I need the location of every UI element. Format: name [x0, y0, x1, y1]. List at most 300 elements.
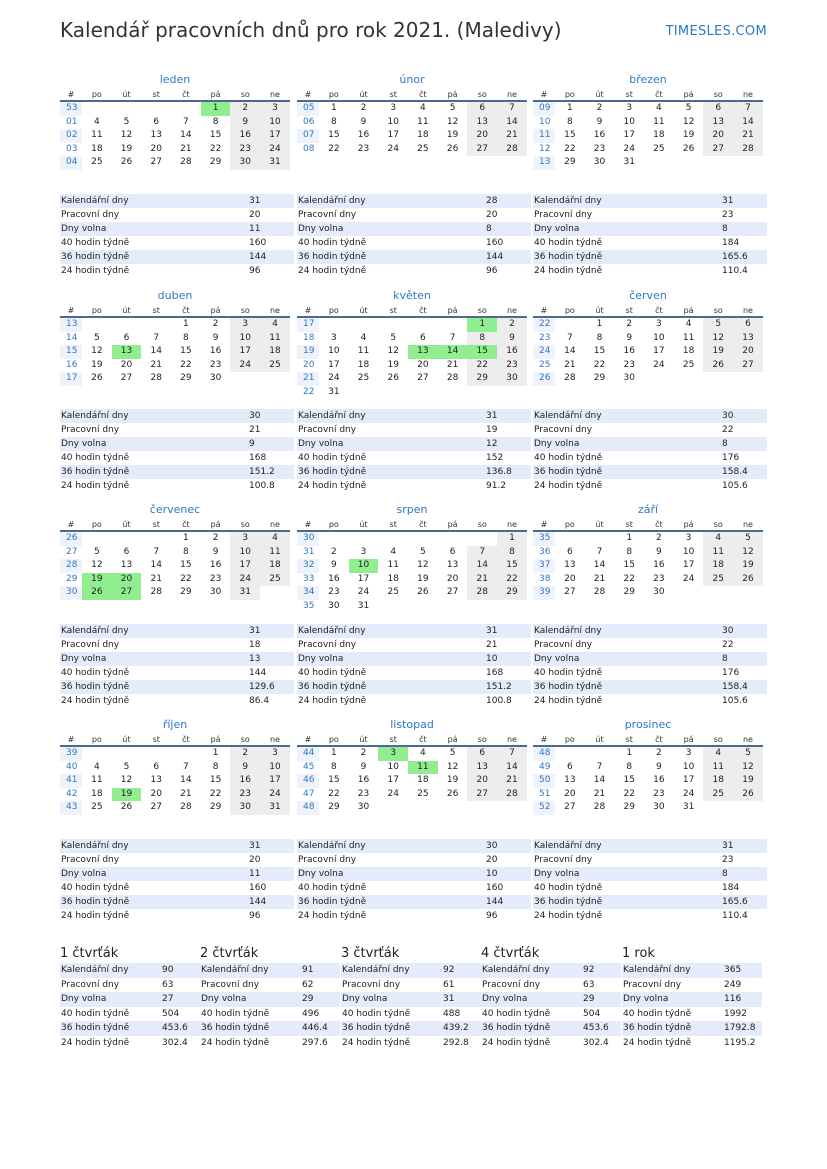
day-cell: 16: [653, 775, 665, 786]
weekday-label: čt: [419, 735, 427, 744]
day-cell: 3: [330, 332, 337, 343]
day-cell: 4: [93, 116, 100, 127]
day-cell: 9: [230, 116, 260, 130]
stat-value: 1195.2: [724, 1037, 756, 1048]
stat-value: 22: [722, 425, 734, 435]
day-cell: [733, 156, 763, 170]
week-number-header: #: [67, 735, 75, 744]
day-cell: 29: [593, 373, 606, 384]
week-row: [297, 573, 527, 587]
day-cell: 22: [209, 788, 222, 799]
stat-value: 176: [722, 668, 740, 678]
week-row: [533, 801, 763, 815]
stat-label: Pracovní dny: [482, 979, 541, 990]
stat-label: 36 hodin týdně: [623, 1023, 692, 1034]
day-cell: 7: [153, 332, 160, 343]
week-number-header: #: [304, 520, 312, 529]
day-cell: 19: [733, 774, 763, 788]
day-cell: 23: [230, 143, 260, 157]
day-cell: 28: [733, 143, 763, 157]
weekday-label: út: [359, 90, 368, 99]
stat-label: Kalendářní dny: [298, 411, 366, 421]
stat-value: 144: [486, 897, 504, 907]
day-cell: 3: [390, 103, 397, 113]
week-row: [533, 761, 763, 775]
week-number: 15: [60, 345, 82, 359]
stat-value: 152: [486, 453, 504, 463]
day-cell: 25: [260, 359, 290, 373]
day-cell: [378, 386, 408, 400]
day-cell: 24: [623, 143, 635, 154]
stat-value: 11: [249, 869, 261, 879]
stat-row: [60, 895, 294, 909]
holiday-day: 10: [349, 559, 379, 573]
stat-value: 31: [486, 411, 498, 421]
week-number: 22: [533, 318, 555, 332]
weekday-header: [533, 304, 763, 318]
day-cell: 2: [497, 318, 527, 332]
day-cell: 8: [626, 761, 633, 772]
stat-value: 20: [249, 210, 261, 220]
stat-label: Pracovní dny: [298, 210, 357, 220]
week-number: 53: [60, 102, 82, 116]
stat-label: 24 hodin týdně: [534, 266, 603, 276]
stat-value: 116: [724, 994, 742, 1005]
day-cell: 12: [120, 130, 133, 141]
stat-value: 136.8: [486, 467, 512, 477]
week-number: 30: [297, 532, 319, 546]
week-row: [297, 345, 527, 359]
stat-value: 176: [722, 453, 740, 463]
stat-value: 21: [249, 425, 261, 435]
weekday-label: po: [91, 735, 102, 744]
stat-value: 184: [722, 883, 740, 893]
stat-row: [60, 236, 294, 250]
holiday-day: 19: [82, 573, 112, 587]
stat-row: [533, 451, 767, 465]
day-cell: [674, 586, 704, 600]
stat-row: [341, 1021, 481, 1036]
stat-row: [297, 222, 531, 236]
stat-label: Pracovní dny: [61, 425, 120, 435]
day-cell: [408, 801, 438, 815]
stat-row: [533, 409, 767, 423]
holiday-day: 1: [201, 102, 231, 116]
stat-row: [533, 881, 767, 895]
stat-row: [60, 853, 294, 867]
week-number: 24: [533, 345, 555, 359]
day-cell: [674, 156, 704, 170]
stat-label: 36 hodin týdně: [534, 682, 603, 692]
weekday-label: pá: [210, 90, 221, 99]
weekday-label: po: [328, 306, 339, 315]
day-cell: 16: [328, 573, 340, 584]
day-cell: 8: [212, 116, 219, 127]
week-number: 12: [539, 143, 551, 154]
stat-label: 36 hodin týdně: [298, 252, 367, 262]
day-cell: [555, 747, 585, 761]
stat-label: 40 hodin týdně: [534, 453, 603, 463]
day-cell: 27: [564, 587, 576, 598]
day-cell: 22: [623, 573, 635, 584]
stat-label: Kalendářní dny: [623, 965, 691, 975]
stat-label: 40 hodin týdně: [61, 238, 130, 248]
stat-label: Kalendářní dny: [298, 841, 366, 851]
stat-value: 1992: [724, 1008, 747, 1019]
day-cell: 10: [682, 761, 695, 772]
brand-link[interactable]: TIMESLES.COM: [665, 24, 767, 39]
day-cell: 9: [230, 761, 260, 775]
month-calendar: [297, 72, 527, 156]
stat-label: Dny volna: [482, 994, 528, 1005]
day-cell: 19: [733, 559, 763, 573]
day-cell: 7: [467, 546, 497, 560]
week-number: 27: [66, 546, 78, 557]
day-cell: 13: [733, 332, 763, 346]
stat-value: 110.4: [722, 911, 748, 921]
day-cell: 9: [360, 761, 367, 772]
week-number: 07: [297, 129, 319, 143]
holiday-day: 26: [82, 586, 112, 600]
week-number: 49: [539, 761, 551, 772]
stat-value: 92: [443, 965, 455, 975]
stat-label: 24 hodin týdně: [534, 911, 603, 921]
stat-row: [533, 638, 767, 652]
week-number: 50: [533, 774, 555, 788]
day-cell: [467, 600, 497, 614]
day-cell: 8: [183, 332, 189, 343]
stat-label: Kalendářní dny: [482, 965, 550, 975]
stat-value: 105.6: [722, 696, 748, 706]
stat-label: Dny volna: [623, 994, 669, 1005]
stat-row: [60, 839, 294, 853]
stat-row: [341, 963, 481, 978]
week-row: [60, 801, 290, 815]
weekday-label: po: [328, 520, 339, 529]
day-cell: 10: [387, 761, 399, 772]
day-cell: 7: [183, 761, 189, 772]
day-cell: [467, 386, 497, 400]
stat-label: 40 hodin týdně: [61, 1008, 130, 1019]
stat-value: 184: [722, 238, 740, 248]
day-cell: [733, 586, 763, 600]
day-cell: 8: [596, 332, 603, 343]
stat-label: Dny volna: [298, 869, 344, 879]
stat-label: 36 hodin týdně: [61, 897, 130, 907]
weekday-label: st: [389, 90, 397, 99]
day-cell: 22: [180, 573, 192, 584]
stat-row: [297, 909, 531, 923]
stat-row: [622, 992, 762, 1007]
stat-row: [533, 867, 767, 881]
stat-row: [622, 1021, 762, 1036]
stat-label: Kalendářní dny: [201, 965, 269, 975]
stat-label: Dny volna: [201, 994, 247, 1005]
day-cell: 9: [212, 332, 219, 343]
weekday-label: ne: [742, 306, 753, 315]
week-number: 02: [60, 129, 82, 143]
weekday-label: so: [477, 735, 487, 744]
week-row: [297, 332, 527, 346]
day-cell: 5: [703, 318, 733, 332]
weekday-label: čt: [655, 90, 663, 99]
day-cell: 3: [230, 532, 260, 546]
day-cell: 19: [387, 359, 399, 370]
stat-row: [341, 978, 481, 993]
stat-row: [533, 652, 767, 666]
day-cell: 3: [260, 747, 290, 761]
week-row: [60, 143, 290, 157]
day-cell: 23: [357, 143, 370, 154]
day-cell: 13: [467, 116, 497, 130]
month-name: listopad: [390, 718, 434, 731]
day-cell: [349, 532, 379, 546]
weekday-label: pá: [683, 520, 694, 529]
week-number: 39: [60, 747, 82, 761]
day-cell: 10: [682, 546, 695, 557]
stat-row: [622, 963, 762, 978]
week-number: 33: [303, 573, 315, 584]
day-cell: 8: [212, 761, 219, 772]
stat-label: Kalendářní dny: [342, 965, 410, 975]
day-cell: [703, 372, 733, 386]
weekday-label: út: [122, 306, 131, 315]
stat-value: 96: [486, 911, 498, 921]
month-name: květen: [393, 289, 431, 302]
week-row: [533, 788, 763, 802]
week-number: 25: [539, 359, 551, 370]
day-cell: 10: [387, 116, 399, 127]
day-cell: 26: [446, 788, 459, 799]
stat-row: [533, 909, 767, 923]
day-cell: 27: [564, 802, 576, 813]
day-cell: 13: [150, 775, 162, 786]
day-cell: [703, 801, 733, 815]
day-cell: 12: [91, 560, 103, 571]
stat-label: 24 hodin týdně: [61, 266, 130, 276]
stat-label: Pracovní dny: [61, 979, 120, 990]
stat-row: [533, 624, 767, 638]
day-cell: 25: [417, 788, 429, 799]
stat-value: 10: [486, 654, 498, 664]
month-calendar: [60, 717, 290, 815]
stat-label: Pracovní dny: [342, 979, 401, 990]
stat-label: Dny volna: [298, 224, 344, 234]
week-number-header: #: [67, 90, 75, 99]
stat-label: Dny volna: [61, 224, 107, 234]
day-cell: 15: [623, 775, 635, 786]
stat-label: 24 hodin týdně: [298, 696, 367, 706]
stat-row: [60, 423, 294, 437]
weekday-label: pá: [210, 735, 221, 744]
week-row: [533, 345, 763, 359]
weekday-label: út: [595, 306, 604, 315]
weekday-header: [60, 88, 290, 102]
day-cell: 12: [682, 116, 695, 127]
day-cell: 2: [596, 103, 603, 113]
weekday-label: čt: [655, 306, 663, 315]
stat-row: [297, 264, 531, 278]
day-cell: [497, 386, 527, 400]
weekday-label: čt: [182, 735, 190, 744]
day-cell: 22: [209, 143, 222, 154]
stat-row: [481, 1036, 621, 1051]
week-number-header: #: [67, 306, 75, 315]
stat-row: [60, 992, 200, 1007]
day-cell: 15: [623, 560, 635, 571]
week-number: 47: [303, 788, 315, 799]
week-number: 26: [60, 532, 82, 546]
stat-row: [533, 680, 767, 694]
month-calendar: [60, 288, 290, 386]
day-cell: 11: [260, 332, 290, 346]
day-cell: [378, 318, 408, 332]
day-cell: 23: [328, 587, 340, 598]
day-cell: 14: [593, 775, 606, 786]
day-cell: 6: [566, 546, 573, 557]
week-number: 08: [303, 143, 315, 154]
day-cell: 19: [446, 775, 459, 786]
week-row: [297, 318, 527, 332]
day-cell: 8: [626, 546, 633, 557]
stat-value: 13: [249, 654, 261, 664]
day-cell: 11: [703, 761, 733, 775]
day-cell: 15: [328, 775, 340, 786]
weekday-label: so: [240, 306, 250, 315]
day-cell: 21: [564, 359, 576, 370]
weekday-label: st: [152, 520, 160, 529]
stat-value: 28: [486, 196, 498, 206]
stat-label: Dny volna: [534, 224, 580, 234]
stat-label: Pracovní dny: [61, 640, 120, 650]
stat-value: 31: [722, 196, 734, 206]
day-cell: 4: [360, 332, 367, 343]
week-row: [533, 116, 763, 130]
stat-label: 36 hodin týdně: [534, 897, 603, 907]
week-number-header: #: [304, 90, 312, 99]
day-cell: 3: [260, 102, 290, 116]
stat-label: Kalendářní dny: [298, 626, 366, 636]
week-number: 32: [297, 559, 319, 573]
week-row: [60, 116, 290, 130]
day-cell: 16: [230, 774, 260, 788]
stat-row: [481, 978, 621, 993]
stat-row: [60, 638, 294, 652]
weekday-label: po: [564, 735, 575, 744]
day-cell: 1: [330, 103, 337, 113]
day-cell: 31: [623, 157, 635, 168]
day-cell: [112, 532, 142, 546]
day-cell: [703, 586, 733, 600]
week-row: [297, 747, 527, 761]
day-cell: 18: [682, 346, 695, 357]
week-number: 46: [297, 774, 319, 788]
stat-value: 30: [722, 626, 734, 636]
holiday-day: 19: [112, 788, 142, 802]
stat-row: [60, 978, 200, 993]
day-cell: [378, 532, 408, 546]
weekday-label: ne: [269, 735, 280, 744]
quarter-title: 1 čtvrťák: [60, 946, 119, 961]
stat-label: 36 hodin týdně: [298, 897, 367, 907]
week-number: 34: [297, 586, 319, 600]
month-name: červenec: [149, 503, 201, 516]
week-number: 20: [303, 359, 315, 370]
stat-row: [533, 694, 767, 708]
quarter-stats: [60, 963, 200, 1051]
day-cell: 18: [417, 775, 429, 786]
day-cell: 30: [653, 802, 665, 813]
day-cell: 27: [733, 359, 763, 373]
stat-label: Pracovní dny: [534, 855, 593, 865]
week-number: 28: [60, 559, 82, 573]
stat-row: [533, 194, 767, 208]
week-row: [60, 747, 290, 761]
weekday-label: čt: [419, 90, 427, 99]
day-cell: 26: [446, 143, 459, 154]
day-cell: 27: [150, 802, 162, 813]
day-cell: 23: [593, 143, 606, 154]
stat-label: Pracovní dny: [61, 855, 120, 865]
stat-value: 8: [722, 224, 728, 234]
stat-label: 36 hodin týdně: [61, 1023, 130, 1034]
stat-value: 30: [722, 411, 734, 421]
stat-value: 297.6: [302, 1037, 328, 1048]
stat-label: Pracovní dny: [61, 210, 120, 220]
week-number: 17: [297, 318, 319, 332]
day-cell: 23: [653, 788, 665, 799]
day-cell: 18: [91, 788, 103, 799]
weekday-label: út: [595, 520, 604, 529]
stat-row: [481, 1007, 621, 1022]
day-cell: [733, 372, 763, 386]
stat-value: 19: [486, 425, 498, 435]
day-cell: 20: [467, 774, 497, 788]
week-number: 44: [297, 747, 319, 761]
day-cell: 23: [497, 359, 527, 373]
day-cell: 8: [330, 116, 337, 127]
day-cell: 21: [497, 129, 527, 143]
day-cell: 4: [390, 546, 397, 557]
week-number: 35: [303, 600, 315, 611]
stat-row: [533, 236, 767, 250]
stat-label: 36 hodin týdně: [61, 682, 130, 692]
day-cell: 17: [682, 560, 695, 571]
day-cell: 24: [387, 143, 399, 154]
day-cell: 6: [733, 318, 763, 332]
weekday-label: so: [240, 735, 250, 744]
holiday-day: 27: [112, 586, 142, 600]
week-row: [297, 801, 527, 815]
stat-label: Dny volna: [534, 869, 580, 879]
weekday-label: ne: [742, 735, 753, 744]
day-cell: [408, 532, 438, 546]
day-cell: 1: [330, 748, 337, 758]
day-cell: 28: [180, 157, 192, 168]
day-cell: 14: [564, 346, 576, 357]
day-cell: 25: [387, 587, 399, 598]
week-number: 03: [66, 143, 78, 154]
week-row: [297, 143, 527, 157]
weekday-label: so: [477, 520, 487, 529]
week-row: [533, 156, 763, 170]
day-cell: 27: [703, 143, 733, 157]
month-stats: [297, 194, 531, 278]
day-cell: [467, 801, 497, 815]
stat-value: 496: [302, 1008, 320, 1019]
day-cell: [260, 372, 290, 386]
stat-value: 62: [302, 979, 314, 990]
